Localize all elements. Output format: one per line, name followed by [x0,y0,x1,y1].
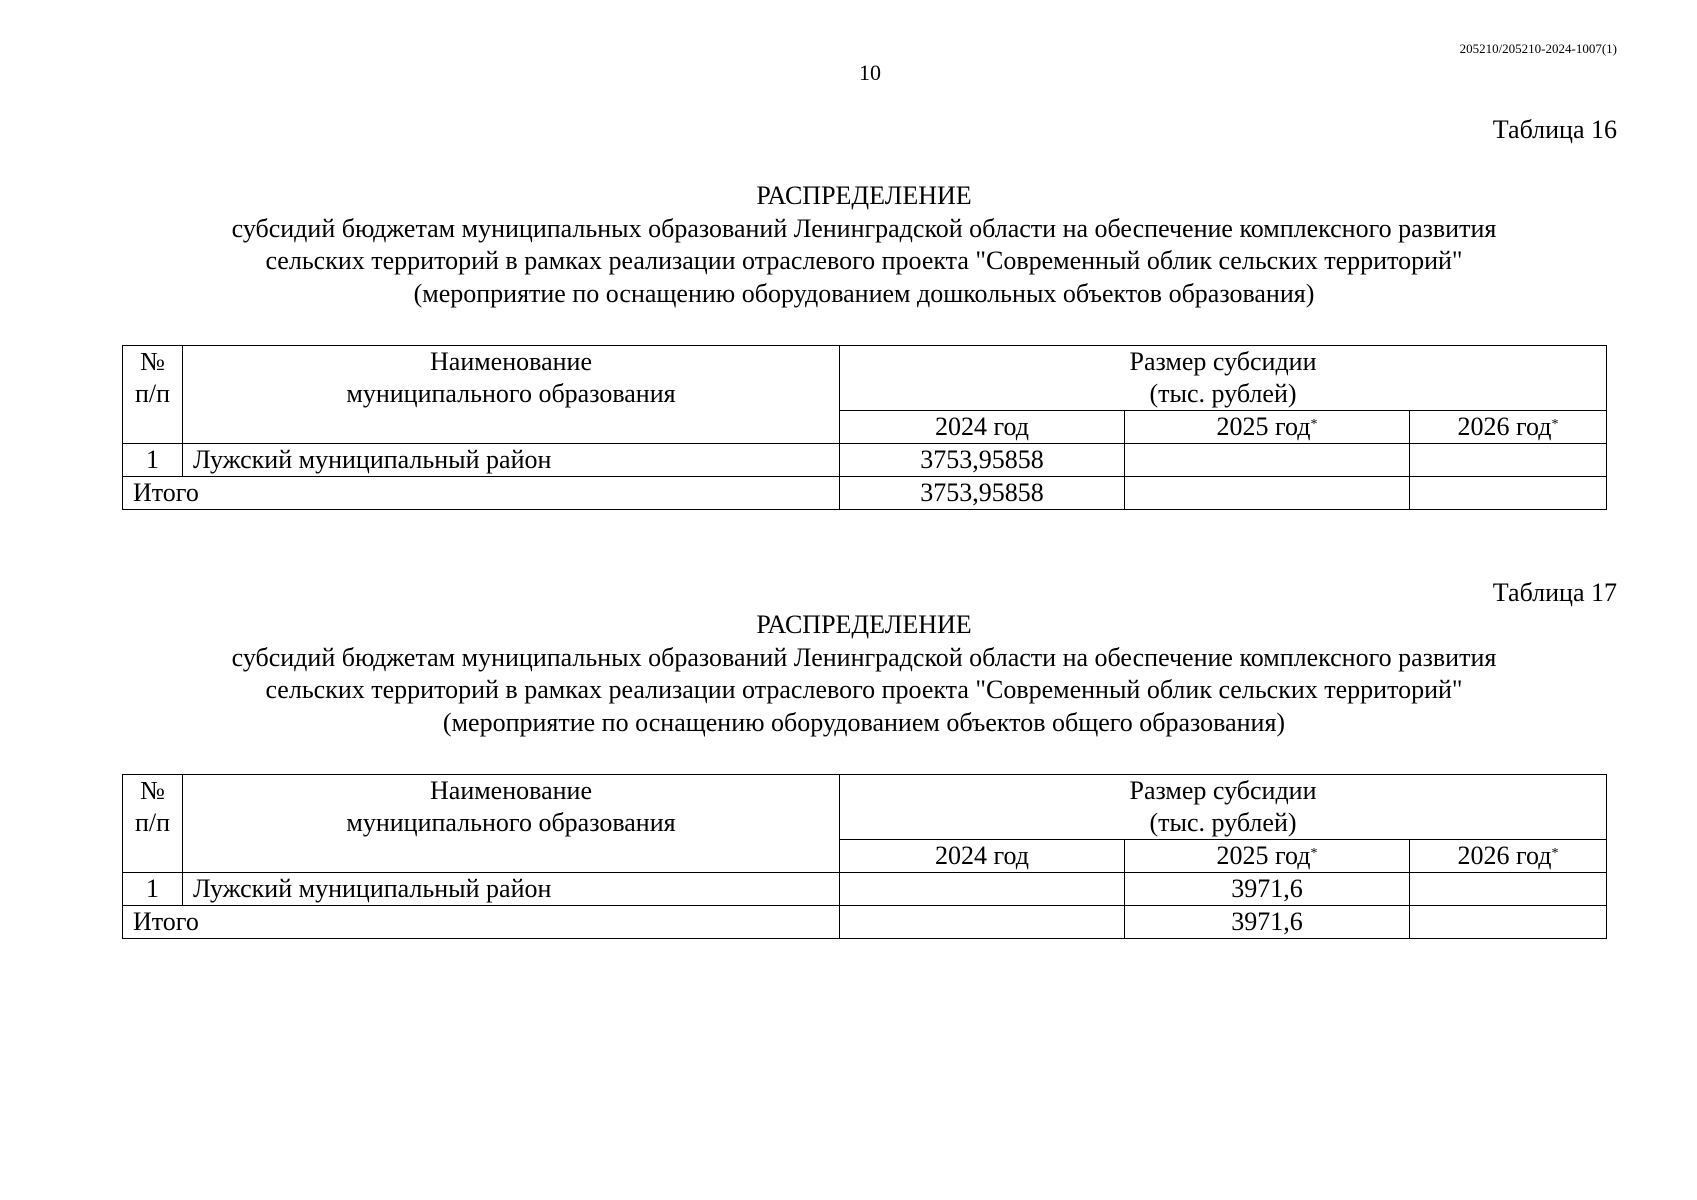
header-year-2025: 2025 год* [1125,840,1410,873]
table-16-caption: Таблица 16 [1492,115,1617,144]
row-value-2025: 3971,6 [1125,873,1410,906]
total-value-2026 [1410,906,1607,939]
table-row [123,444,1607,477]
table-16-title [122,180,1606,310]
table-row [123,873,1607,906]
header-num: № п/п [123,775,183,873]
row-name: Лужский муниципальный район [183,444,840,477]
header-year-2025: 2025 год* [1125,411,1410,444]
header-year-2026: 2026 год* [1410,411,1607,444]
row-value-2024: 3753,95858 [840,444,1125,477]
header-year-2024: 2024 год [840,840,1125,873]
total-value-2025: 3971,6 [1125,906,1410,939]
table-17 [122,774,1607,939]
title-heading: РАСПРЕДЕЛЕНИЕ [756,610,972,639]
row-name: Лужский муниципальный район [183,873,840,906]
table-17-title [122,609,1606,739]
header-num: № п/п [123,346,183,444]
title-line: (мероприятие по оснащению оборудованием объектов общего образования) [442,707,1286,737]
total-label: Итого [123,906,840,939]
total-label: Итого [123,477,840,510]
title-line: сельских территорий в рамках реализации отраслевого проекта "Современный облик сельских территорий" [265,675,1463,704]
title-line: (мероприятие по оснащению оборудованием дошкольных объектов образования) [413,278,1315,308]
total-value-2024: 3753,95858 [840,477,1125,510]
title-line: сельских территорий в рамках реализации отраслевого проекта "Современный облик сельских территорий" [265,246,1463,275]
title-line: субсидий бюджетам муниципальных образований Ленинградской области на обеспечение комплексного развития [231,642,1497,672]
row-value-2025 [1125,444,1410,477]
header-year-2024: 2024 год [840,411,1125,444]
table-17-caption: Таблица 17 [1492,578,1617,607]
page-number: 10 [859,60,881,85]
header-year-2026: 2026 год* [1410,840,1607,873]
row-num: 1 [123,873,183,906]
header-subsidy: Размер субсидии (тыс. рублей) [840,775,1607,840]
row-num: 1 [123,444,183,477]
total-row [123,906,1607,939]
total-row [123,477,1607,510]
row-value-2026 [1410,873,1607,906]
total-value-2026 [1410,477,1607,510]
row-value-2024 [840,873,1125,906]
header-name: Наименование муниципального образования [183,775,840,873]
title-line: субсидий бюджетам муниципальных образований Ленинградской области на обеспечение комплексного развития [231,213,1497,243]
title-heading: РАСПРЕДЕЛЕНИЕ [756,181,972,210]
header-name: Наименование муниципального образования [183,346,840,444]
table-16 [122,345,1607,510]
header-subsidy: Размер субсидии (тыс. рублей) [840,346,1607,411]
total-value-2025 [1125,477,1410,510]
row-value-2026 [1410,444,1607,477]
total-value-2024 [840,906,1125,939]
document-id: 205210/205210-2024-1007(1) [1459,41,1617,56]
